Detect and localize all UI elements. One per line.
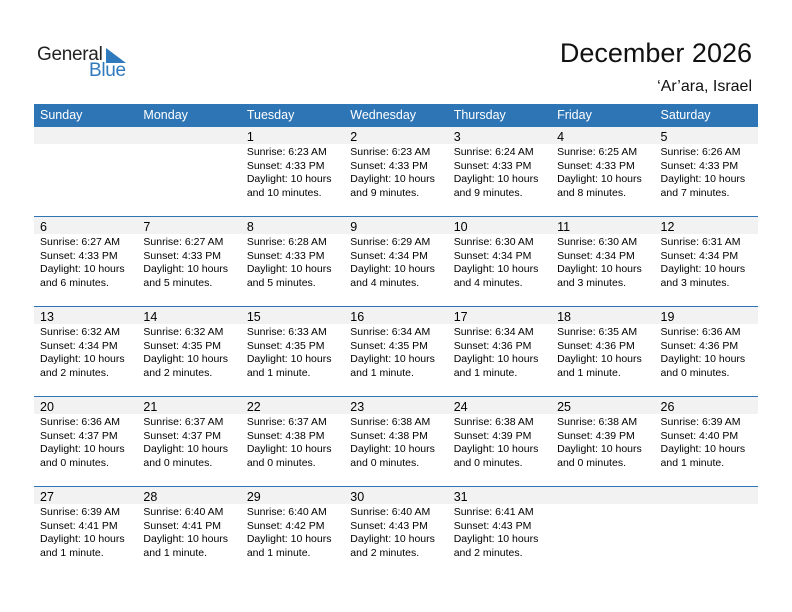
sunrise-text: Sunrise: 6:24 AM [453, 146, 534, 158]
daylight-text: Daylight: 10 hours [350, 353, 435, 365]
empty-day-cell [655, 487, 758, 576]
sunset-text: Sunset: 4:33 PM [453, 159, 532, 172]
day-number-band [655, 487, 758, 504]
day-number: 20 [40, 400, 54, 414]
sunrise-text: Sunrise: 6:26 AM [660, 146, 741, 158]
day-cell [137, 307, 240, 396]
day-number: 5 [660, 130, 668, 144]
daylight-text: Daylight: 10 hours [660, 443, 746, 455]
weekday-saturday: Saturday [660, 108, 711, 122]
day-number: 28 [143, 490, 158, 504]
daylight-text: and 7 minutes. [660, 186, 730, 199]
day-number: 17 [453, 310, 468, 324]
day-number: 10 [453, 220, 468, 234]
day-number: 13 [40, 310, 54, 324]
sunset-text: Sunset: 4:33 PM [557, 159, 635, 172]
sunset-text: Sunset: 4:40 PM [660, 429, 739, 442]
sunset-text: Sunset: 4:34 PM [350, 249, 428, 262]
sunset-text: Sunset: 4:34 PM [557, 249, 635, 262]
sunrise-text: Sunrise: 6:38 AM [557, 416, 638, 428]
sun-info [557, 146, 654, 200]
sunset-text: Sunset: 4:43 PM [350, 519, 428, 532]
sun-info [40, 326, 137, 380]
day-cell [448, 127, 551, 216]
day-number: 3 [453, 130, 461, 144]
empty-day-cell [34, 127, 137, 216]
day-number: 25 [557, 400, 572, 414]
sunrise-text: Sunrise: 6:23 AM [246, 146, 327, 158]
sunrise-text: Sunrise: 6:32 AM [40, 326, 120, 338]
sun-info [40, 416, 137, 470]
day-cell [551, 217, 654, 306]
sun-info [247, 146, 344, 200]
day-number: 15 [246, 310, 261, 324]
sun-info [40, 506, 137, 560]
sun-info [454, 146, 551, 200]
day-cell [655, 397, 758, 486]
daylight-text: and 1 minute. [246, 366, 311, 379]
sunset-text: Sunset: 4:33 PM [660, 159, 739, 172]
week-row [34, 396, 758, 486]
daylight-text: Daylight: 10 hours [350, 443, 435, 455]
brand-logo [37, 44, 137, 80]
sun-info [661, 326, 758, 380]
daylight-text: and 0 minutes. [660, 366, 730, 379]
sun-info [247, 236, 344, 290]
sunrise-text: Sunrise: 6:34 AM [453, 326, 534, 338]
daylight-text: Daylight: 10 hours [453, 353, 539, 365]
sun-info [350, 146, 447, 200]
day-cell [241, 217, 344, 306]
daylight-text: and 3 minutes. [557, 276, 626, 289]
day-number: 26 [660, 400, 675, 414]
daylight-text: and 1 minute. [557, 366, 621, 379]
sunset-text: Sunset: 4:34 PM [453, 249, 532, 262]
daylight-text: Daylight: 10 hours [453, 443, 539, 455]
daylight-text: Daylight: 10 hours [350, 263, 435, 275]
daylight-text: Daylight: 10 hours [660, 263, 746, 275]
calendar-weeks [34, 126, 758, 576]
week-row [34, 126, 758, 216]
daylight-text: Daylight: 10 hours [453, 173, 539, 185]
sun-info [40, 236, 137, 290]
day-cell [448, 307, 551, 396]
sunrise-text: Sunrise: 6:30 AM [453, 236, 534, 248]
day-cell [344, 487, 447, 576]
day-cell [34, 397, 137, 486]
day-cell [655, 307, 758, 396]
day-number: 8 [246, 220, 254, 234]
week-row [34, 486, 758, 576]
daylight-text: Daylight: 10 hours [557, 263, 642, 275]
daylight-text: Daylight: 10 hours [143, 353, 229, 365]
sunrise-text: Sunrise: 6:38 AM [453, 416, 534, 428]
sun-info [350, 326, 447, 380]
sun-info [557, 416, 654, 470]
daylight-text: Daylight: 10 hours [40, 353, 125, 365]
daylight-text: and 0 minutes. [40, 456, 109, 469]
sun-info [350, 236, 447, 290]
sunrise-text: Sunrise: 6:30 AM [557, 236, 638, 248]
daylight-text: Daylight: 10 hours [40, 263, 125, 275]
sunset-text: Sunset: 4:36 PM [453, 339, 532, 352]
daylight-text: Daylight: 10 hours [246, 443, 332, 455]
sunset-text: Sunset: 4:37 PM [40, 429, 118, 442]
day-cell [448, 487, 551, 576]
daylight-text: and 1 minute. [143, 546, 208, 559]
sunrise-text: Sunrise: 6:31 AM [660, 236, 741, 248]
day-number: 14 [143, 310, 158, 324]
sunrise-text: Sunrise: 6:28 AM [246, 236, 327, 248]
sunrise-text: Sunrise: 6:23 AM [350, 146, 431, 158]
day-number: 6 [40, 220, 47, 234]
daylight-text: Daylight: 10 hours [557, 443, 642, 455]
sunrise-text: Sunrise: 6:29 AM [350, 236, 431, 248]
daylight-text: and 0 minutes. [246, 456, 316, 469]
daylight-text: and 3 minutes. [660, 276, 730, 289]
daylight-text: and 5 minutes. [143, 276, 213, 289]
sunrise-text: Sunrise: 6:25 AM [557, 146, 638, 158]
day-number: 24 [453, 400, 468, 414]
sunrise-text: Sunrise: 6:41 AM [453, 506, 534, 518]
daylight-text: and 2 minutes. [143, 366, 213, 379]
week-row [34, 216, 758, 306]
sunrise-text: Sunrise: 6:27 AM [40, 236, 120, 248]
week-row [34, 306, 758, 396]
sunset-text: Sunset: 4:39 PM [557, 429, 635, 442]
day-number: 1 [246, 130, 254, 144]
empty-day-cell [551, 487, 654, 576]
day-number: 23 [350, 400, 365, 414]
day-number: 27 [40, 490, 54, 504]
weekday-tuesday: Tuesday [246, 108, 295, 122]
daylight-text: and 2 minutes. [453, 546, 523, 559]
sunrise-text: Sunrise: 6:36 AM [660, 326, 741, 338]
sunset-text: Sunset: 4:36 PM [660, 339, 739, 352]
daylight-text: and 1 minute. [40, 546, 104, 559]
day-number: 22 [246, 400, 261, 414]
sunset-text: Sunset: 4:43 PM [453, 519, 532, 532]
sun-info [143, 326, 240, 380]
daylight-text: and 5 minutes. [246, 276, 316, 289]
sun-info [143, 416, 240, 470]
sunrise-text: Sunrise: 6:40 AM [143, 506, 224, 518]
day-cell [241, 307, 344, 396]
daylight-text: Daylight: 10 hours [40, 533, 125, 545]
day-number: 29 [246, 490, 261, 504]
daylight-text: Daylight: 10 hours [453, 533, 539, 545]
daylight-text: and 6 minutes. [40, 276, 109, 289]
day-number: 4 [557, 130, 565, 144]
daylight-text: and 0 minutes. [143, 456, 213, 469]
sunrise-text: Sunrise: 6:40 AM [350, 506, 431, 518]
sunset-text: Sunset: 4:34 PM [660, 249, 739, 262]
weekday-friday: Friday [557, 108, 592, 122]
weekday-header [34, 104, 758, 126]
daylight-text: Daylight: 10 hours [246, 263, 332, 275]
day-cell [137, 217, 240, 306]
day-cell [344, 127, 447, 216]
day-number: 18 [557, 310, 572, 324]
day-cell [344, 217, 447, 306]
daylight-text: Daylight: 10 hours [660, 173, 746, 185]
weekday-wednesday: Wednesday [350, 108, 417, 122]
sunset-text: Sunset: 4:35 PM [143, 339, 222, 352]
daylight-text: and 0 minutes. [350, 456, 420, 469]
sunset-text: Sunset: 4:33 PM [143, 249, 222, 262]
day-number: 21 [143, 400, 158, 414]
daylight-text: Daylight: 10 hours [350, 533, 435, 545]
daylight-text: and 1 minute. [453, 366, 518, 379]
day-number-band [137, 127, 240, 144]
sun-info [247, 506, 344, 560]
sun-info [247, 416, 344, 470]
sunset-text: Sunset: 4:41 PM [40, 519, 118, 532]
daylight-text: Daylight: 10 hours [143, 533, 229, 545]
sun-info [454, 506, 551, 560]
logo-word-blue: Blue [89, 60, 126, 81]
sun-info [661, 416, 758, 470]
sun-info [247, 326, 344, 380]
daylight-text: Daylight: 10 hours [143, 443, 229, 455]
day-cell [137, 487, 240, 576]
sunrise-text: Sunrise: 6:32 AM [143, 326, 224, 338]
sunset-text: Sunset: 4:42 PM [246, 519, 325, 532]
sunrise-text: Sunrise: 6:34 AM [350, 326, 431, 338]
sun-info [350, 506, 447, 560]
daylight-text: Daylight: 10 hours [557, 353, 642, 365]
day-cell [241, 487, 344, 576]
day-number: 31 [453, 490, 468, 504]
day-cell [137, 397, 240, 486]
day-number: 11 [557, 220, 571, 234]
daylight-text: and 2 minutes. [350, 546, 420, 559]
day-number-band [34, 127, 137, 144]
day-cell [34, 307, 137, 396]
empty-day-cell [137, 127, 240, 216]
daylight-text: and 8 minutes. [557, 186, 626, 199]
sunrise-text: Sunrise: 6:37 AM [143, 416, 224, 428]
calendar-grid [34, 104, 758, 576]
sun-info [454, 416, 551, 470]
sun-info [661, 146, 758, 200]
daylight-text: and 2 minutes. [40, 366, 109, 379]
sunrise-text: Sunrise: 6:38 AM [350, 416, 431, 428]
sunset-text: Sunset: 4:38 PM [246, 429, 325, 442]
day-number: 2 [350, 130, 358, 144]
daylight-text: Daylight: 10 hours [557, 173, 642, 185]
sun-info [143, 506, 240, 560]
day-cell [344, 397, 447, 486]
weekday-thursday: Thursday [453, 108, 506, 122]
daylight-text: Daylight: 10 hours [246, 173, 332, 185]
day-cell [551, 127, 654, 216]
sun-info [454, 236, 551, 290]
sunset-text: Sunset: 4:35 PM [246, 339, 325, 352]
weekday-monday: Monday [143, 108, 188, 122]
sunset-text: Sunset: 4:36 PM [557, 339, 635, 352]
day-cell [655, 127, 758, 216]
daylight-text: and 1 minute. [350, 366, 414, 379]
sunset-text: Sunset: 4:33 PM [246, 159, 325, 172]
day-number: 7 [143, 220, 151, 234]
day-number: 19 [660, 310, 675, 324]
page-title: December 2026 [559, 38, 752, 68]
daylight-text: Daylight: 10 hours [453, 263, 539, 275]
day-cell [344, 307, 447, 396]
sunset-text: Sunset: 4:39 PM [453, 429, 532, 442]
daylight-text: and 9 minutes. [350, 186, 420, 199]
day-number: 9 [350, 220, 358, 234]
sunrise-text: Sunrise: 6:33 AM [246, 326, 327, 338]
sunrise-text: Sunrise: 6:36 AM [40, 416, 120, 428]
day-cell [655, 217, 758, 306]
daylight-text: and 9 minutes. [453, 186, 523, 199]
sunrise-text: Sunrise: 6:39 AM [40, 506, 120, 518]
day-number: 16 [350, 310, 365, 324]
sunrise-text: Sunrise: 6:27 AM [143, 236, 224, 248]
day-cell [241, 397, 344, 486]
daylight-text: Daylight: 10 hours [40, 443, 125, 455]
daylight-text: Daylight: 10 hours [660, 353, 746, 365]
sunset-text: Sunset: 4:38 PM [350, 429, 428, 442]
daylight-text: and 1 minute. [660, 456, 725, 469]
day-number: 12 [660, 220, 675, 234]
sunrise-text: Sunrise: 6:37 AM [246, 416, 327, 428]
weekday-sunday: Sunday [40, 108, 83, 122]
sunrise-text: Sunrise: 6:40 AM [246, 506, 327, 518]
daylight-text: Daylight: 10 hours [246, 353, 332, 365]
sunset-text: Sunset: 4:41 PM [143, 519, 222, 532]
sunset-text: Sunset: 4:33 PM [246, 249, 325, 262]
sunset-text: Sunset: 4:33 PM [40, 249, 118, 262]
sunrise-text: Sunrise: 6:35 AM [557, 326, 638, 338]
day-cell [34, 487, 137, 576]
daylight-text: Daylight: 10 hours [143, 263, 229, 275]
sun-info [557, 326, 654, 380]
sun-info [350, 416, 447, 470]
day-cell [551, 307, 654, 396]
sunset-text: Sunset: 4:35 PM [350, 339, 428, 352]
daylight-text: and 10 minutes. [246, 186, 322, 199]
daylight-text: and 1 minute. [246, 546, 311, 559]
day-cell [551, 397, 654, 486]
daylight-text: Daylight: 10 hours [350, 173, 435, 185]
day-number: 30 [350, 490, 365, 504]
sunrise-text: Sunrise: 6:39 AM [660, 416, 741, 428]
sunset-text: Sunset: 4:37 PM [143, 429, 222, 442]
daylight-text: and 4 minutes. [453, 276, 523, 289]
daylight-text: and 4 minutes. [350, 276, 420, 289]
sunset-text: Sunset: 4:34 PM [40, 339, 118, 352]
sun-info [661, 236, 758, 290]
day-cell [241, 127, 344, 216]
day-number-band [551, 487, 654, 504]
day-cell [448, 397, 551, 486]
location-label: ‘Ar’ara, Israel [657, 78, 752, 95]
daylight-text: and 0 minutes. [453, 456, 523, 469]
logo-word-general: General [37, 44, 103, 65]
daylight-text: and 0 minutes. [557, 456, 626, 469]
sun-info [557, 236, 654, 290]
sun-info [143, 236, 240, 290]
sunset-text: Sunset: 4:33 PM [350, 159, 428, 172]
day-cell [448, 217, 551, 306]
sun-info [454, 326, 551, 380]
day-cell [34, 217, 137, 306]
daylight-text: Daylight: 10 hours [246, 533, 332, 545]
